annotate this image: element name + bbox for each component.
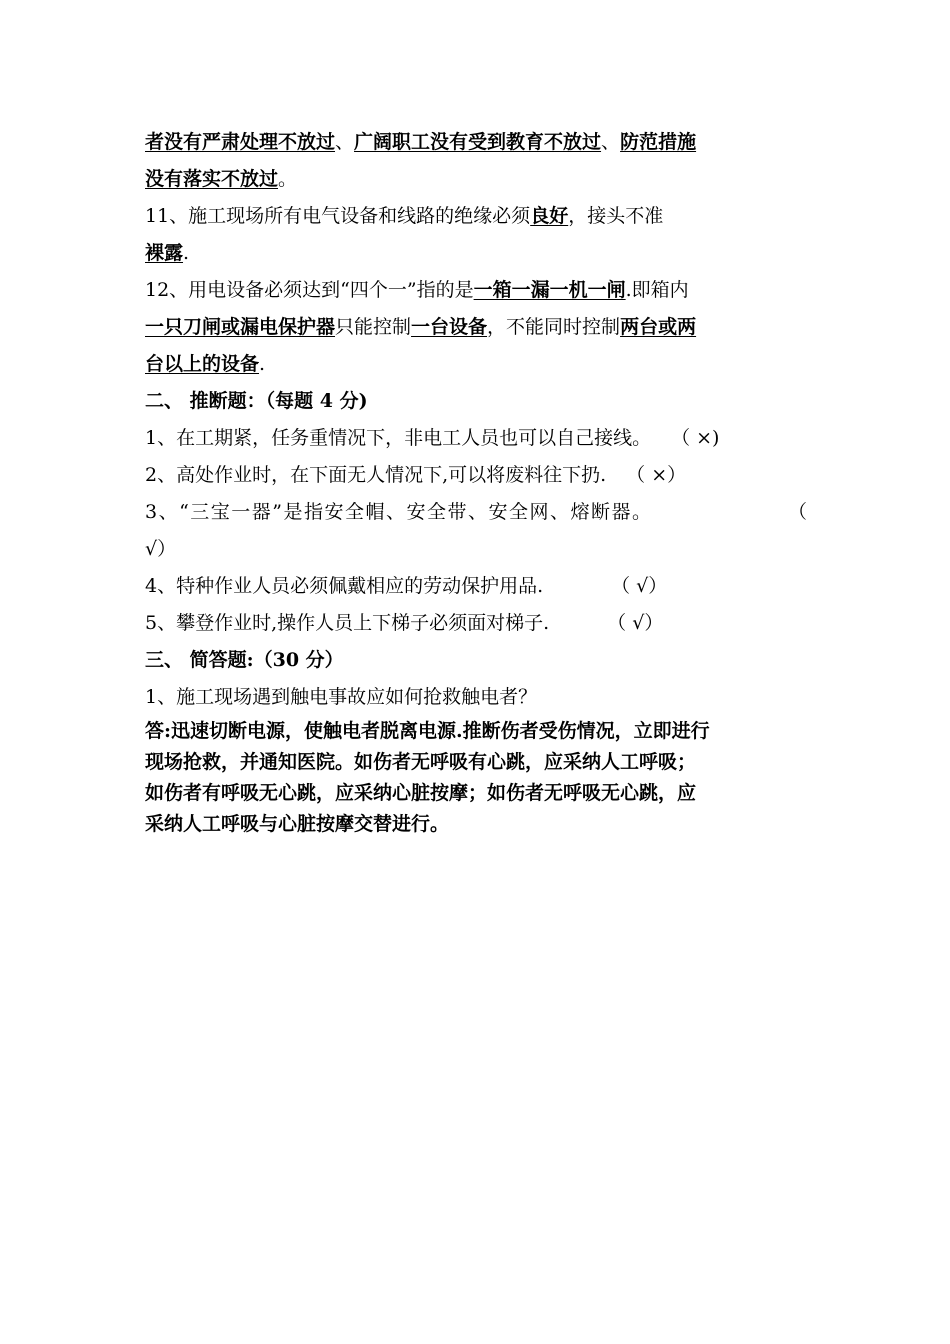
answer-mark: √） — [145, 538, 177, 560]
text-run: . — [183, 242, 190, 264]
answer-mark: （ — [787, 501, 807, 523]
item-text: 3、“三宝一器”是指安全帽、安全带、安全网、熔断器。 — [145, 501, 653, 523]
item-text: 1、在工期紧，任务重情况下，非电工人员也可以自己接线。 — [145, 427, 652, 449]
question-text: 只能控制 — [335, 316, 412, 338]
answer-mark: （ √） — [607, 612, 664, 634]
text-run: 、 — [335, 131, 355, 153]
underlined-answer: 一只刀闸或漏电保护器 — [145, 316, 336, 338]
question-12-cont — [145, 346, 810, 383]
paragraph-line — [145, 161, 810, 198]
underlined-answer: 良好 — [530, 205, 569, 227]
question-11 — [145, 198, 810, 235]
answer-line: 答:迅速切断电源，使触电者脱离电源.推断伤者受伤情况，立即进行 — [145, 720, 710, 742]
judgement-item — [145, 605, 810, 642]
item-text: 2、高处作业时，在下面无人情况下,可以将废料往下扔. — [145, 464, 607, 486]
underlined-answer: 一台设备 — [411, 316, 488, 338]
text-run: . — [259, 353, 266, 375]
question-text: 12、用电设备必须达到“四个一”指的是 — [145, 279, 474, 301]
question-text: .即箱内 — [625, 279, 689, 301]
underlined-answer: 防范措施 — [620, 131, 697, 153]
answer-mark: （ ×) — [671, 427, 720, 449]
answer-line: 如伤者有呼吸无心跳，应采纳心脏按摩；如伤者无呼吸无心跳，应 — [145, 782, 697, 804]
underlined-answer: 广阔职工没有受到教育不放过 — [354, 131, 602, 153]
underlined-answer: 裸露 — [145, 242, 184, 264]
short-answer-question: 1、施工现场遇到触电事故应如何抢救触电者？ — [145, 686, 538, 708]
question-text: 11、施工现场所有电气设备和线路的绝缘必须 — [145, 205, 531, 227]
answer-block — [145, 716, 810, 840]
underlined-answer: 两台或两 — [620, 316, 697, 338]
text-run: 。 — [278, 168, 298, 190]
text-run: 、 — [601, 131, 621, 153]
item-text: 5、攀登作业时,操作人员上下梯子必须面对梯子. — [145, 612, 550, 634]
question-text: ，接头不准 — [568, 205, 664, 227]
section-heading: 三、 简答题:（30 分） — [145, 649, 344, 671]
judgement-item — [145, 568, 810, 605]
judgement-item-cont — [145, 531, 810, 568]
answer-line: 现场抢救，并通知医院。如伤者无呼吸有心跳，应采纳人工呼吸； — [145, 751, 697, 773]
judgement-item — [145, 457, 810, 494]
underlined-answer: 没有落实不放过 — [145, 168, 279, 190]
underlined-answer: 台以上的设备 — [145, 353, 260, 375]
item-text: 4、特种作业人员必须佩戴相应的劳动保护用品. — [145, 575, 544, 597]
answer-mark: （ √） — [611, 575, 668, 597]
question-11-cont — [145, 235, 810, 272]
answer-line: 采纳人工呼吸与心脏按摩交替进行。 — [145, 813, 450, 835]
judgement-item — [145, 494, 807, 531]
underlined-answer: 者没有严肃处理不放过 — [145, 131, 336, 153]
question-text: ，不能同时控制 — [487, 316, 621, 338]
question-12-cont — [145, 309, 810, 346]
answer-mark: （ ×） — [626, 464, 687, 486]
underlined-answer: 一箱一漏一机一闸 — [473, 279, 626, 301]
section-heading: 二、 推断题：（每题 4 分) — [145, 390, 368, 412]
paragraph-line — [145, 124, 810, 161]
question-12 — [145, 272, 810, 309]
judgement-item — [145, 420, 810, 457]
